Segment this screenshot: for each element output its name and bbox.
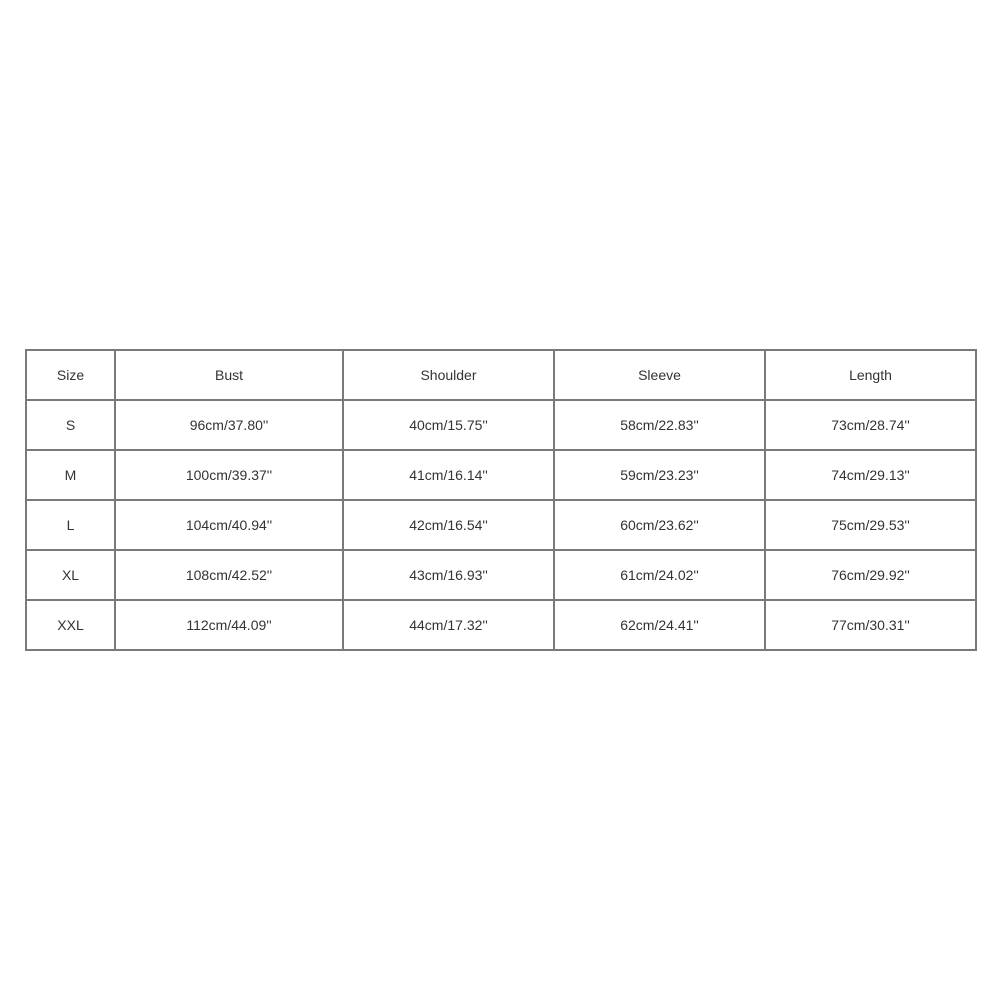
table-row [26,500,976,550]
cell-shoulder: 41cm/16.14'' [343,450,554,500]
cell-size: S [26,400,115,450]
header-size: Size [26,350,115,400]
cell-length: 77cm/30.31'' [765,600,976,650]
cell-size: XXL [26,600,115,650]
table-row [26,600,976,650]
cell-size: M [26,450,115,500]
cell-length: 73cm/28.74'' [765,400,976,450]
cell-shoulder: 40cm/15.75'' [343,400,554,450]
cell-sleeve: 59cm/23.23'' [554,450,765,500]
cell-shoulder: 44cm/17.32'' [343,600,554,650]
header-bust: Bust [115,350,343,400]
cell-size: L [26,500,115,550]
cell-bust: 104cm/40.94'' [115,500,343,550]
cell-length: 74cm/29.13'' [765,450,976,500]
cell-length: 75cm/29.53'' [765,500,976,550]
table-row [26,450,976,500]
cell-sleeve: 60cm/23.62'' [554,500,765,550]
cell-bust: 96cm/37.80'' [115,400,343,450]
header-length: Length [765,350,976,400]
table-row [26,550,976,600]
cell-sleeve: 58cm/22.83'' [554,400,765,450]
cell-bust: 108cm/42.52'' [115,550,343,600]
cell-size: XL [26,550,115,600]
cell-sleeve: 61cm/24.02'' [554,550,765,600]
cell-shoulder: 42cm/16.54'' [343,500,554,550]
cell-bust: 112cm/44.09'' [115,600,343,650]
cell-shoulder: 43cm/16.93'' [343,550,554,600]
size-chart-table [25,349,977,651]
header-shoulder: Shoulder [343,350,554,400]
header-sleeve: Sleeve [554,350,765,400]
cell-length: 76cm/29.92'' [765,550,976,600]
cell-sleeve: 62cm/24.41'' [554,600,765,650]
table-header-row [26,350,976,400]
cell-bust: 100cm/39.37'' [115,450,343,500]
table-row [26,400,976,450]
